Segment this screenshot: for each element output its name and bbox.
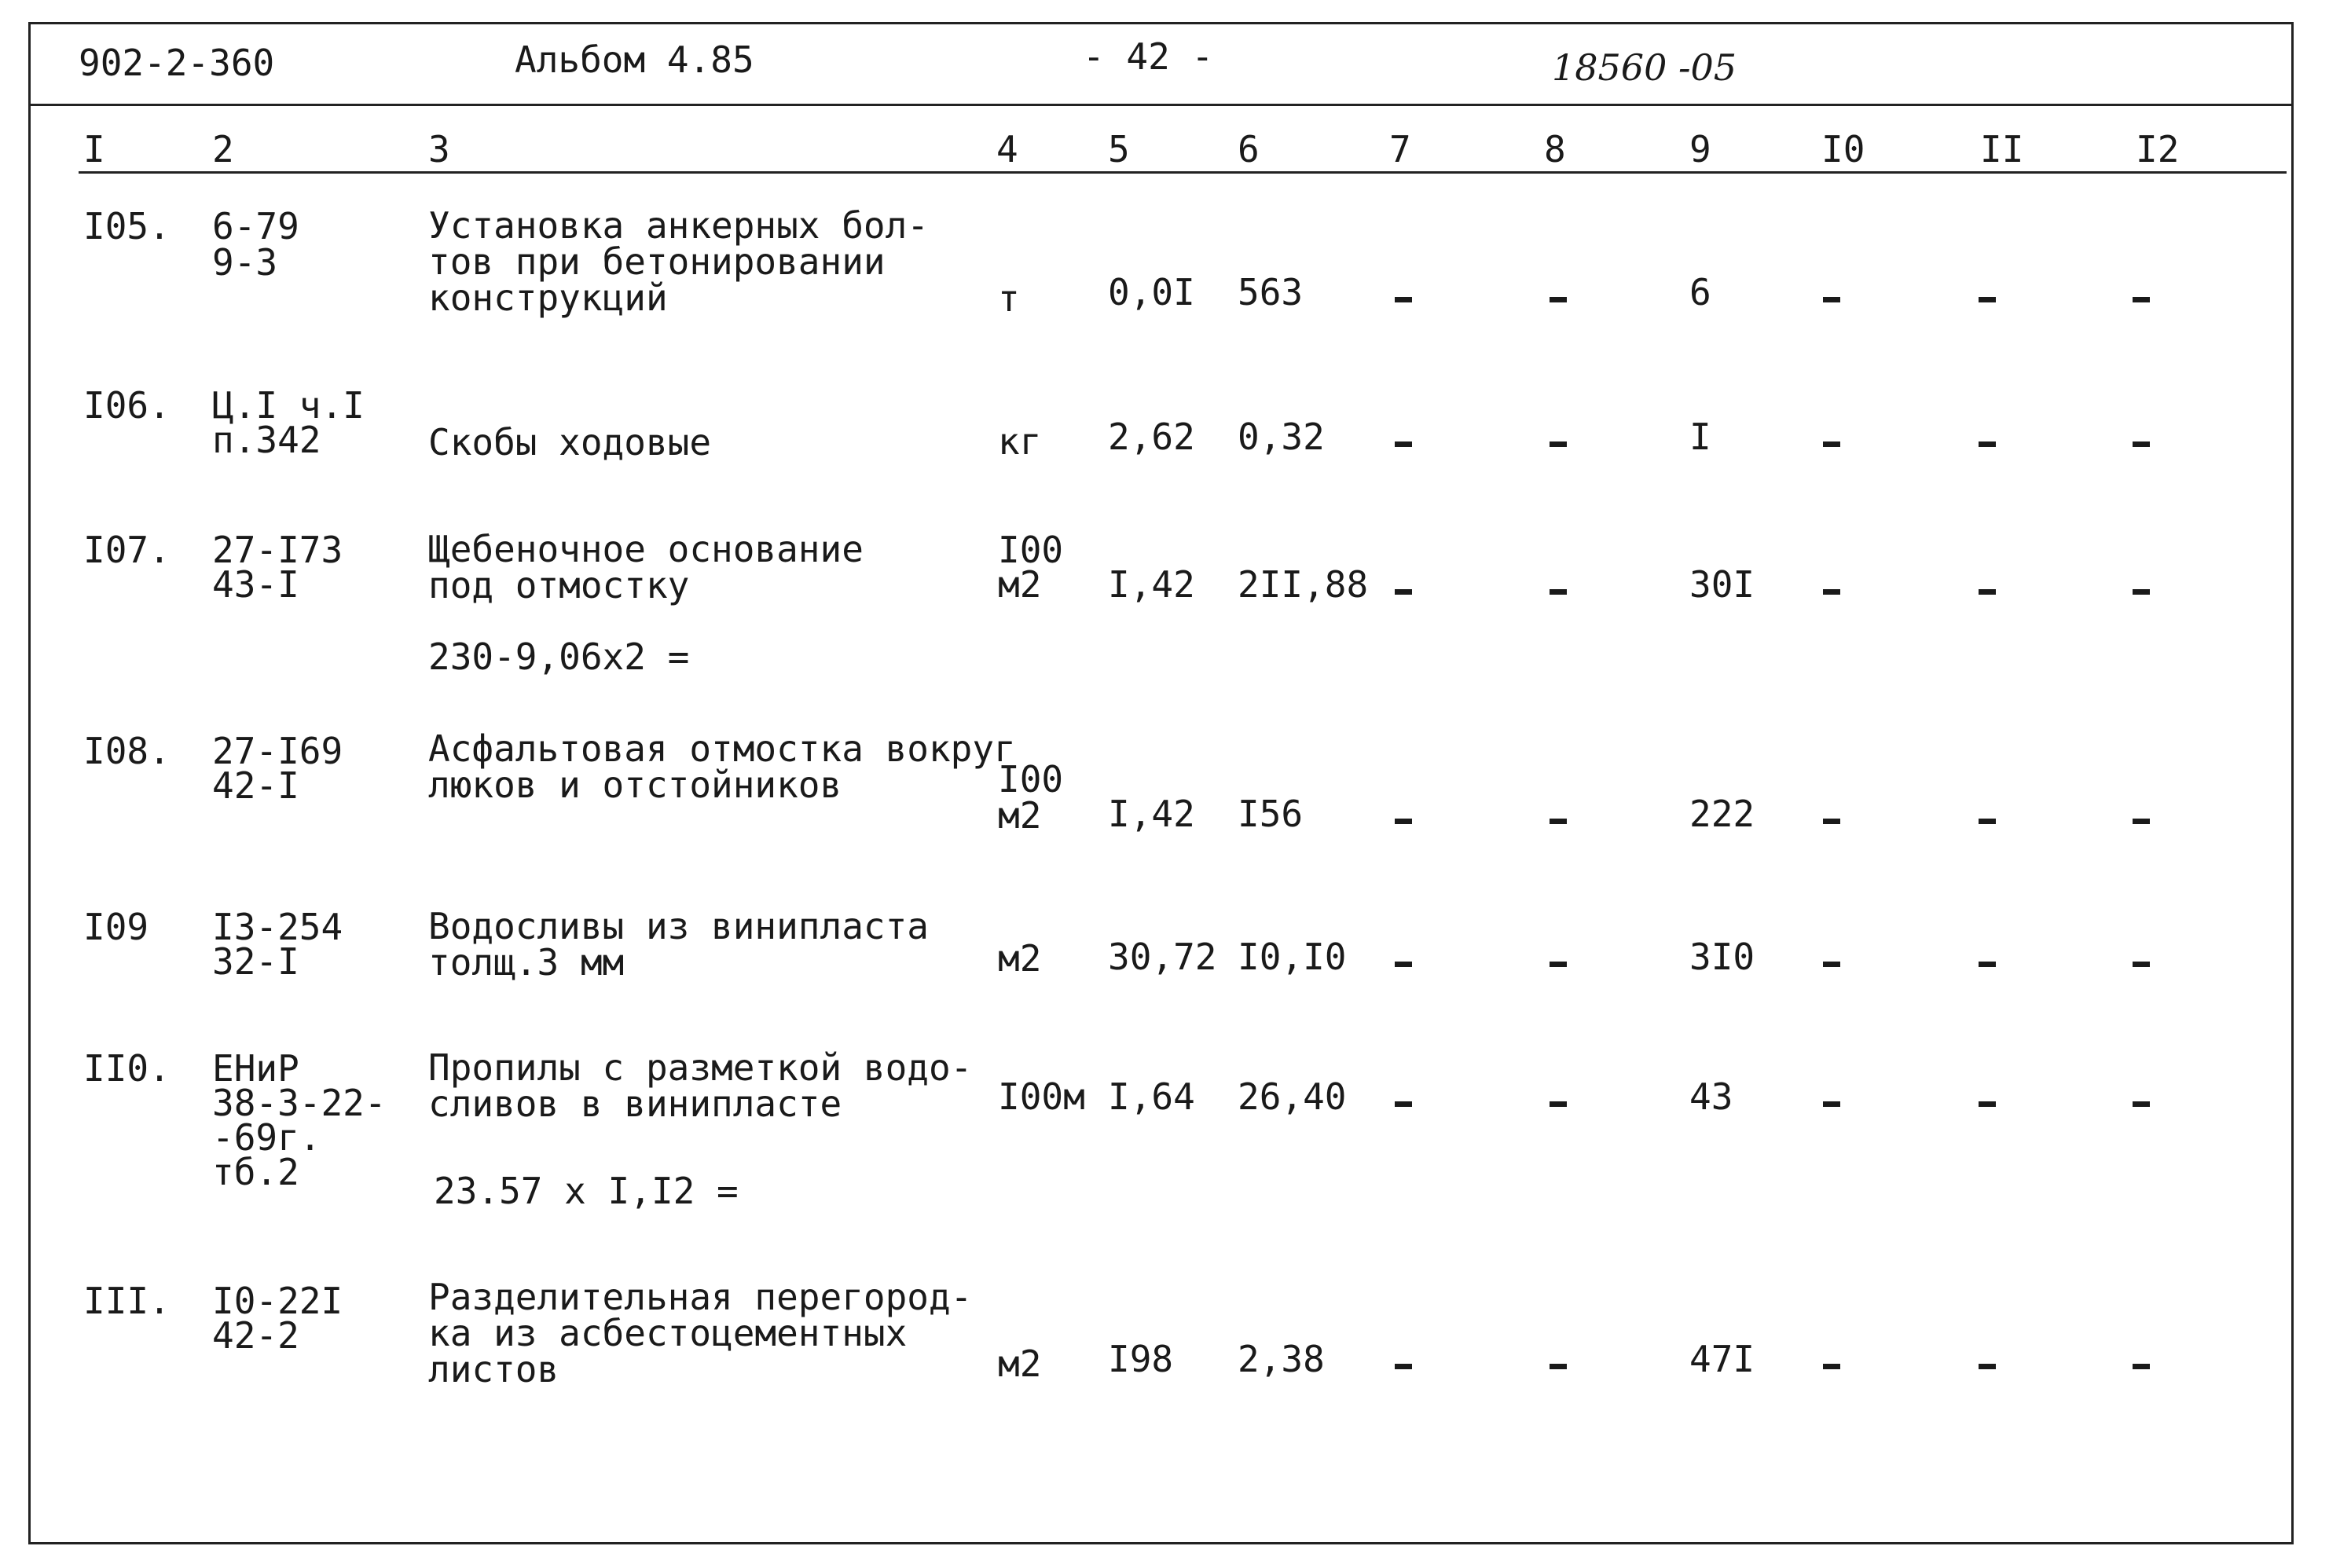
unit: м2 xyxy=(998,563,1042,606)
column-number-3: 3 xyxy=(428,128,450,170)
description-line: сливов в винипласте xyxy=(428,1083,842,1125)
header-divider xyxy=(28,104,2294,106)
album-label: Альбом 4.85 xyxy=(515,38,754,81)
col11-dash xyxy=(1979,589,1996,595)
code-line: 27-I69 xyxy=(212,730,343,772)
col6-value: 563 xyxy=(1238,271,1304,313)
column-number-6: 6 xyxy=(1238,128,1260,170)
code-line: I0-22I xyxy=(212,1280,343,1322)
row-number: I05. xyxy=(83,205,171,247)
col8-dash xyxy=(1550,441,1567,447)
description-line: ка из асбестоцементных xyxy=(428,1312,908,1354)
column-number-underline xyxy=(79,171,2287,174)
description-line: Скобы ходовые xyxy=(428,421,712,463)
code-line: 32-I xyxy=(212,940,299,983)
col11-dash xyxy=(1979,962,1996,967)
description-line: Щебеночное основание xyxy=(428,528,864,570)
code-line: 9-3 xyxy=(212,241,278,284)
col12-dash xyxy=(2133,589,2150,595)
col7-dash xyxy=(1395,589,1412,595)
col6-value: 2,38 xyxy=(1238,1338,1325,1380)
column-number-10: I0 xyxy=(1821,128,1865,170)
code-line: 6-79 xyxy=(212,205,299,247)
col8-dash xyxy=(1550,1364,1567,1369)
col8-dash xyxy=(1550,962,1567,967)
col11-dash xyxy=(1979,819,1996,824)
description-line: конструкций xyxy=(428,277,668,319)
doc-code: 902-2-360 xyxy=(79,42,275,84)
code-line: 42-2 xyxy=(212,1314,299,1357)
col6-value: 2II,88 xyxy=(1238,563,1369,606)
code-line: 38-3-22- xyxy=(212,1082,387,1124)
unit: м2 xyxy=(998,937,1042,980)
col8-dash xyxy=(1550,297,1567,302)
col9-value: 3I0 xyxy=(1689,936,1755,978)
description-line: Пропилы с разметкой водо- xyxy=(428,1046,973,1089)
col7-dash xyxy=(1395,297,1412,302)
code-line: 27-I73 xyxy=(212,529,343,571)
col7-dash xyxy=(1395,819,1412,824)
col5-value: 0,0I xyxy=(1108,271,1195,313)
description-line: Разделительная перегород- xyxy=(428,1276,973,1318)
column-number-7: 7 xyxy=(1389,128,1411,170)
code-line: I3-254 xyxy=(212,906,343,948)
unit: I00 xyxy=(998,758,1064,800)
col6-value: 0,32 xyxy=(1238,416,1325,458)
col10-dash xyxy=(1823,819,1840,824)
col10-dash xyxy=(1823,297,1840,302)
description-line: Установка анкерных бол- xyxy=(428,204,929,247)
col6-value: I56 xyxy=(1238,793,1304,835)
unit: м2 xyxy=(998,794,1042,837)
column-number-1: I xyxy=(83,128,105,170)
code-line: тб.2 xyxy=(212,1151,299,1193)
frame-right-border xyxy=(2291,22,2294,1544)
col10-dash xyxy=(1823,962,1840,967)
col5-value: 2,62 xyxy=(1108,416,1195,458)
column-number-4: 4 xyxy=(996,128,1018,170)
code-line: п.342 xyxy=(212,419,321,461)
col9-value: I xyxy=(1689,416,1711,458)
column-number-9: 9 xyxy=(1689,128,1711,170)
column-number-11: II xyxy=(1980,128,2024,170)
description-line: под отмостку xyxy=(428,564,690,606)
col5-value: I,42 xyxy=(1108,793,1195,835)
row-number: I09 xyxy=(83,906,149,948)
col11-dash xyxy=(1979,1364,1996,1369)
code-line: Ц.I ч.I xyxy=(212,384,365,427)
code-line: ЕНиР xyxy=(212,1047,299,1090)
col7-dash xyxy=(1395,1101,1412,1107)
col10-dash xyxy=(1823,1364,1840,1369)
description-line: Асфальтовая отмостка вокруг xyxy=(428,727,1016,770)
unit: I00 xyxy=(998,529,1064,571)
page-number: - 42 - xyxy=(1083,35,1214,78)
col9-value: 222 xyxy=(1689,793,1755,835)
description-line: листов xyxy=(428,1348,559,1390)
col11-dash xyxy=(1979,297,1996,302)
col6-value: I0,I0 xyxy=(1238,936,1347,978)
col7-dash xyxy=(1395,1364,1412,1369)
col10-dash xyxy=(1823,1101,1840,1107)
code-line: 42-I xyxy=(212,764,299,807)
handwritten-code: 18560 -05 xyxy=(1552,46,1737,89)
col12-dash xyxy=(2133,441,2150,447)
row-number: I07. xyxy=(83,529,171,571)
col8-dash xyxy=(1550,819,1567,824)
col5-value: 30,72 xyxy=(1108,936,1217,978)
calculation-note: 230-9,06х2 = xyxy=(428,636,690,678)
col5-value: I98 xyxy=(1108,1338,1174,1380)
code-line: -69г. xyxy=(212,1116,321,1159)
unit: I00м xyxy=(998,1075,1085,1118)
col11-dash xyxy=(1979,1101,1996,1107)
col7-dash xyxy=(1395,962,1412,967)
description-line: тов при бетонировании xyxy=(428,240,886,283)
frame-left-border xyxy=(28,22,31,1544)
col6-value: 26,40 xyxy=(1238,1075,1347,1118)
col8-dash xyxy=(1550,589,1567,595)
col5-value: I,42 xyxy=(1108,563,1195,606)
col5-value: I,64 xyxy=(1108,1075,1195,1118)
unit: м2 xyxy=(998,1343,1042,1385)
row-number: II0. xyxy=(83,1047,171,1090)
col12-dash xyxy=(2133,819,2150,824)
row-number: I06. xyxy=(83,384,171,427)
description-line: толщ.3 мм xyxy=(428,941,625,984)
col7-dash xyxy=(1395,441,1412,447)
col11-dash xyxy=(1979,441,1996,447)
col12-dash xyxy=(2133,962,2150,967)
col8-dash xyxy=(1550,1101,1567,1107)
description-line: Водосливы из винипласта xyxy=(428,905,929,947)
calculation-note: 23.57 х I,I2 = xyxy=(434,1170,739,1212)
column-number-5: 5 xyxy=(1108,128,1130,170)
col10-dash xyxy=(1823,589,1840,595)
col9-value: 47I xyxy=(1689,1338,1755,1380)
row-number: I08. xyxy=(83,730,171,772)
frame-bottom-border xyxy=(28,1542,2294,1544)
unit: т xyxy=(998,277,1020,320)
col12-dash xyxy=(2133,1364,2150,1369)
unit: кг xyxy=(998,420,1042,463)
col12-dash xyxy=(2133,297,2150,302)
col9-value: 30I xyxy=(1689,563,1755,606)
col9-value: 43 xyxy=(1689,1075,1733,1118)
column-number-12: I2 xyxy=(2136,128,2180,170)
code-line: 43-I xyxy=(212,563,299,606)
frame-top-border xyxy=(28,22,2294,24)
col10-dash xyxy=(1823,441,1840,447)
description-line: люков и отстойников xyxy=(428,764,842,806)
column-number-8: 8 xyxy=(1544,128,1566,170)
column-number-2: 2 xyxy=(212,128,234,170)
col12-dash xyxy=(2133,1101,2150,1107)
col9-value: 6 xyxy=(1689,271,1711,313)
row-number: III. xyxy=(83,1280,171,1322)
